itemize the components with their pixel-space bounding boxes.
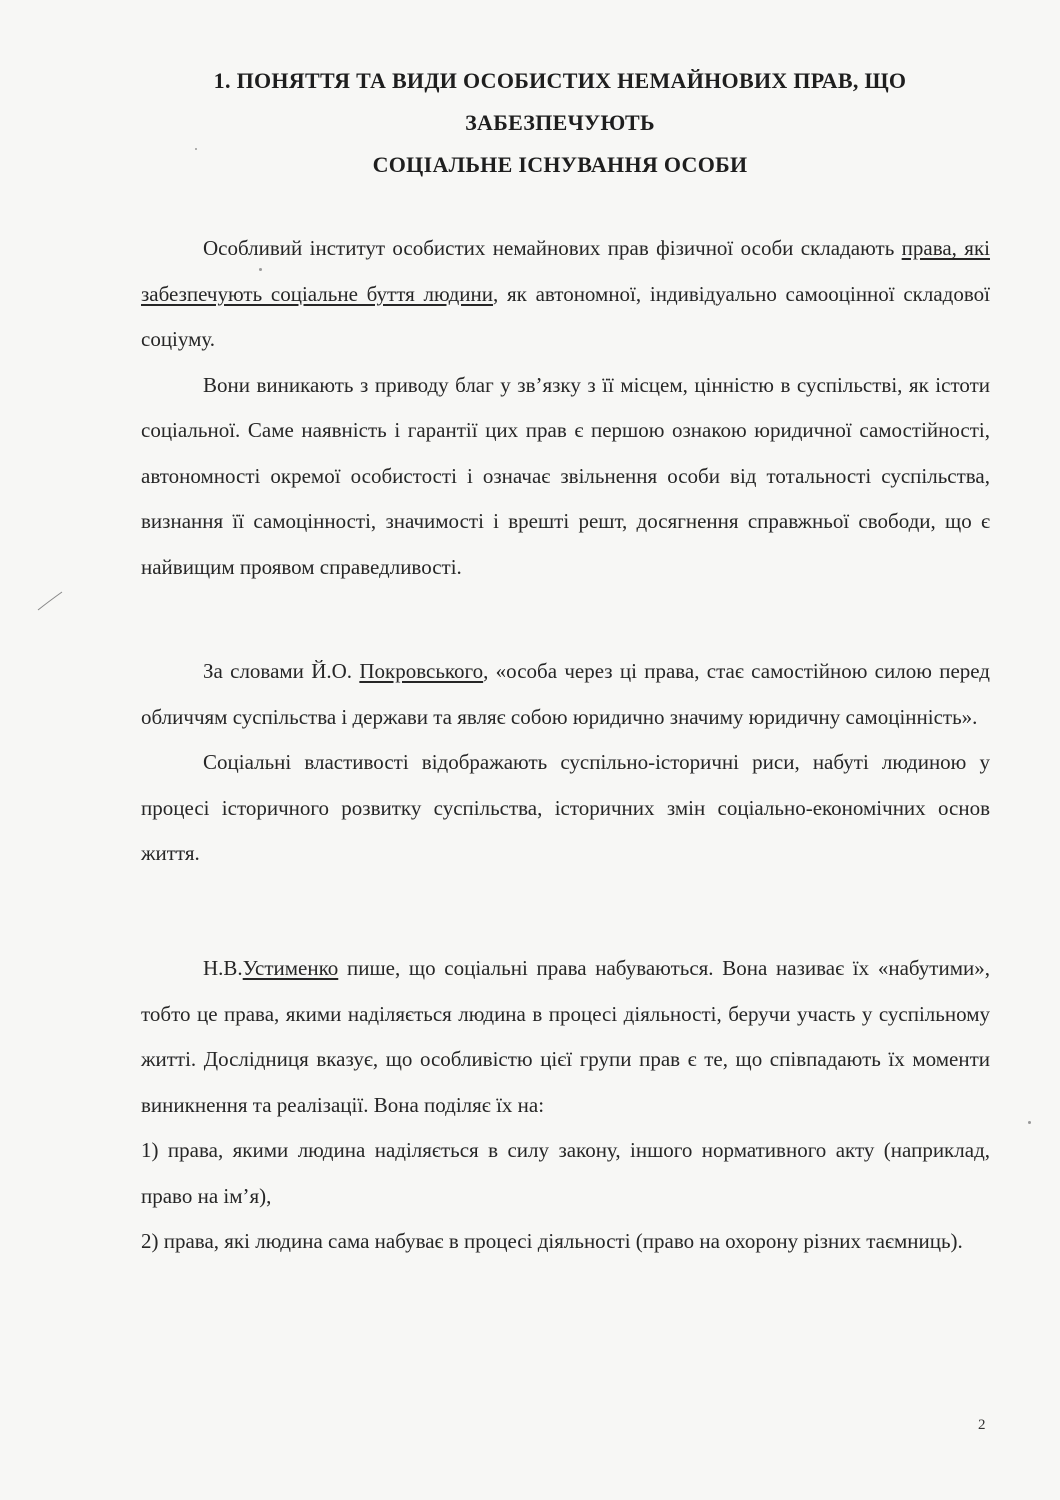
- paragraph-3-text-start: За словами Й.О.: [203, 659, 360, 683]
- section-3: [141, 946, 990, 1265]
- paragraph-2: Вони виникають з приводу благ у зв’язку з її місцем, цінністю в суспільстві, як істоти соціальної. Саме наявність і гарантії цих прав є першою ознакою юридичної самостійності, автономності окремої особистості і означає звільнення особи від тотальності суспільства, визнання її самоцінності, значимості і врешті решт, досягнення справжньої свободи, що є найвищим проявом справедливості.: [141, 372, 990, 579]
- list-item-1: 1) права, якими людина наділяється в силу закону, іншого нормативного акту (наприклад, право на ім’я),: [141, 1138, 990, 1208]
- title-line-1: 1. ПОНЯТТЯ ТА ВИДИ ОСОБИСТИХ НЕМАЙНОВИХ ПРАВ, ЩО: [213, 68, 907, 93]
- pen-mark-icon: [36, 590, 64, 612]
- paragraph-4: Соціальні властивості відображають суспільно-історичні риси, набуті людиною у процесі історичного розвитку суспільства, історичних змін соціально-економічних основ життя.: [141, 750, 990, 865]
- list-item-2: 2) права, які людина сама набуває в процесі діяльності (право на охорону різних таємниць).: [141, 1229, 963, 1253]
- paragraph-5-text-end: пише, що соціальні права набуваються. Вона називає їх «набутими», тобто це права, якими наділяється людина в процесі діяльності, беручи участь у суспільному житті. Дослідниця вказує, що особливістю цієї групи прав є те, що співпадають їх моменти виникнення та реалізації. Вона поділяє їх на:: [141, 956, 990, 1117]
- title-line-2: ЗАБЕЗПЕЧУЮТЬ: [465, 110, 655, 135]
- paragraph-1-underlined: права, які забезпечують соціальне буття людини: [141, 236, 990, 306]
- paragraph-1-text-start: Особливий інститут особистих немайнових прав фізичної особи складають: [203, 236, 902, 260]
- paragraph-3: [141, 649, 990, 740]
- paragraph-3-underlined: Покровського: [359, 659, 484, 683]
- scan-speck: [259, 268, 262, 271]
- paragraph-1-text-end: , як автономної, індивідуально самооцінної складової соціуму.: [141, 281, 990, 351]
- title-line-3: СОЦІАЛЬНЕ ІСНУВАННЯ ОСОБИ: [372, 152, 748, 177]
- scan-speck: [195, 148, 197, 150]
- paragraph-1: [141, 226, 990, 363]
- paragraph-5: [141, 946, 990, 1128]
- page-title: [120, 60, 1000, 186]
- paragraph-3-text-end: , «особа через ці права, стає самостійною силою перед обличчям суспільства і держави та являє собою юридично значиму юридичну самоцінність».: [141, 659, 990, 729]
- paragraph-5-underlined: Устименко: [242, 956, 339, 980]
- section-2: [141, 649, 990, 877]
- section-1: [141, 226, 990, 590]
- paragraph-5-text-start: Н.В.: [203, 956, 243, 980]
- scan-speck: [1028, 1121, 1031, 1124]
- page-number: 2: [978, 1417, 986, 1433]
